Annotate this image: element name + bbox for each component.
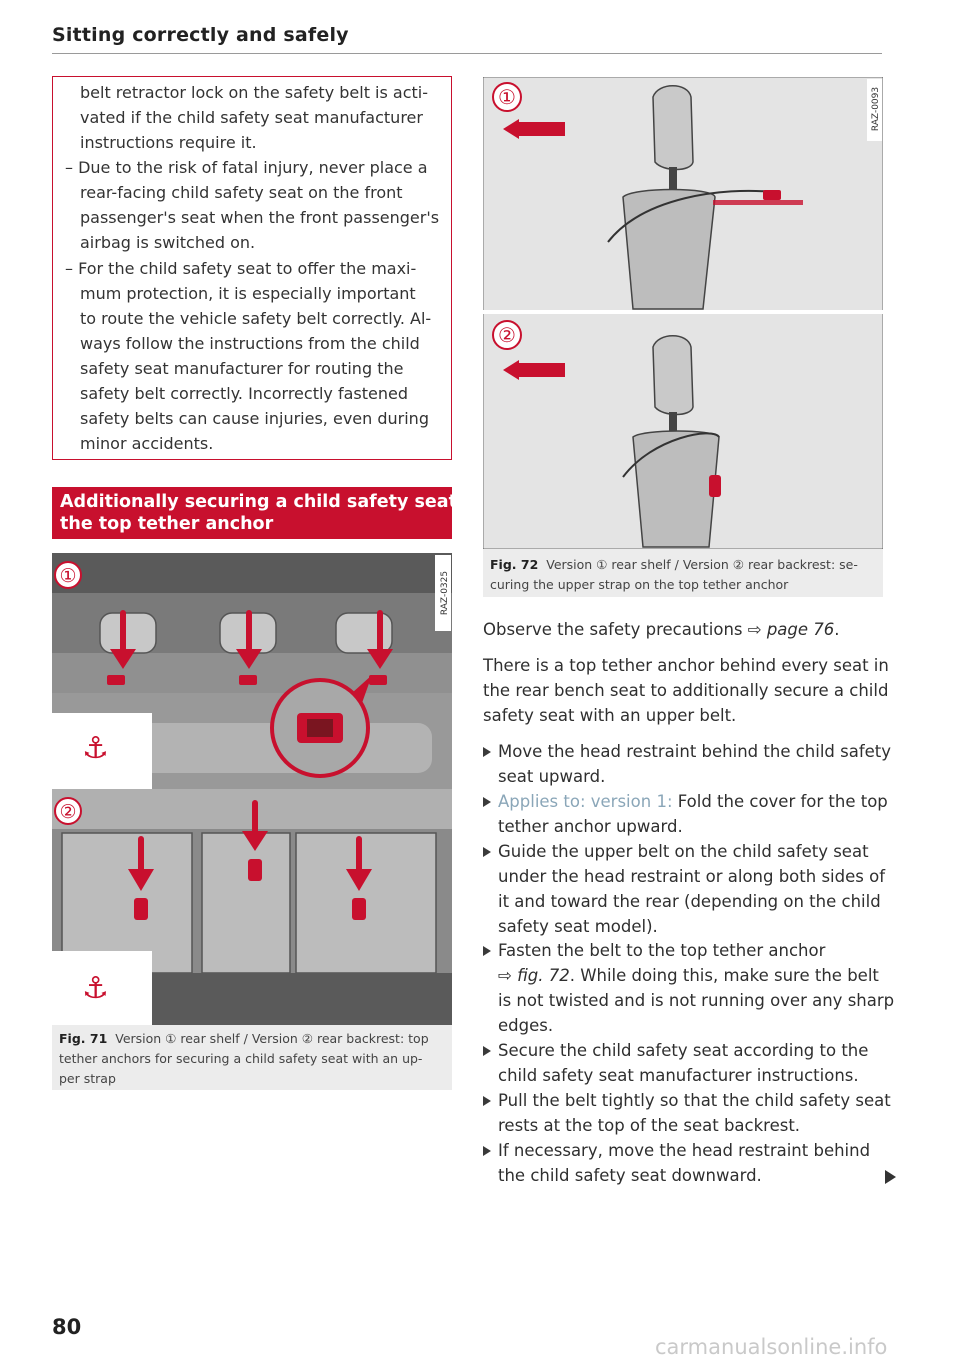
figure-71-caption bbox=[59, 1031, 429, 1046]
warning-line: safety belt correctly. Incorrectly fastened bbox=[80, 384, 408, 403]
step-line: tether anchor upward. bbox=[498, 817, 683, 836]
warning-line: rear-facing child safety seat on the front bbox=[80, 183, 403, 202]
observe-period: . bbox=[834, 620, 840, 639]
step-line bbox=[498, 792, 888, 811]
bullet-triangle-icon bbox=[483, 946, 491, 956]
figure-72-caption bbox=[490, 557, 858, 572]
paragraph-line: safety seat with an upper belt. bbox=[483, 706, 737, 725]
figure-71-caption-line1: Version ① rear shelf / Version ② rear backrest: top bbox=[115, 1031, 429, 1046]
figure-72-caption-line1: Version ① rear shelf / Version ② rear backrest: se- bbox=[546, 557, 858, 572]
warning-line: safety seat manufacturer for routing the bbox=[80, 359, 404, 378]
figure-71-caption-line2: tether anchors for securing a child safety seat with an up- bbox=[59, 1051, 423, 1066]
bullet-triangle-icon bbox=[483, 1146, 491, 1156]
figure-71-caption-label: Fig. 71 bbox=[59, 1031, 108, 1046]
next-page-arrow-icon[interactable] bbox=[885, 1170, 896, 1184]
warning-line: – For the child safety seat to offer the maxi- bbox=[65, 259, 417, 278]
paragraph-line: the rear bench seat to additionally secure a child bbox=[483, 681, 889, 700]
step-line: child safety seat manufacturer instructions. bbox=[498, 1066, 859, 1085]
warning-line: – Due to the risk of fatal injury, never place a bbox=[65, 158, 428, 177]
figure-71-caption-line3: per strap bbox=[59, 1071, 116, 1086]
warning-line: safety belts can cause injuries, even during bbox=[80, 409, 429, 428]
figure-71-label-1: ① bbox=[59, 565, 77, 587]
bullet-triangle-icon bbox=[483, 747, 491, 757]
warning-line: vated if the child safety seat manufacturer bbox=[80, 108, 423, 127]
bullet-triangle-icon bbox=[483, 797, 491, 807]
section-heading bbox=[52, 487, 484, 539]
warning-line: to route the vehicle safety belt correctly. Al- bbox=[80, 309, 432, 328]
figure-72-code: RAZ-0093 bbox=[871, 86, 881, 132]
step-line: Pull the belt tightly so that the child safety seat bbox=[498, 1091, 891, 1110]
observe-text: Observe the safety precautions bbox=[483, 620, 748, 639]
warning-line: passenger's seat when the front passenger's bbox=[80, 208, 440, 227]
step-line: seat upward. bbox=[498, 767, 606, 786]
svg-text:⚓: ⚓ bbox=[82, 971, 109, 1006]
figure-72-caption-label: Fig. 72 bbox=[490, 557, 539, 572]
figure-71-code: RAZ-0325 bbox=[440, 570, 450, 616]
step-line: safety seat model). bbox=[498, 917, 658, 936]
figure-72-caption-line2: curing the upper strap on the top tether anchor bbox=[490, 577, 789, 592]
watermark: carmanualsonline.info bbox=[655, 1335, 888, 1359]
observe-precautions bbox=[483, 620, 840, 639]
svg-text:⚓: ⚓ bbox=[82, 731, 109, 766]
warning-line: instructions require it. bbox=[80, 133, 257, 152]
step-line: it and toward the rear (depending on the child bbox=[498, 892, 881, 911]
step-line bbox=[498, 966, 879, 985]
step-text: Fold the cover for the top bbox=[677, 792, 888, 811]
warning-line: belt retractor lock on the safety belt is acti- bbox=[80, 83, 429, 102]
figure-71-illustration bbox=[52, 553, 452, 1025]
page-number: 80 bbox=[52, 1315, 82, 1339]
step-text: . While doing this, make sure the belt bbox=[569, 966, 879, 985]
warning-line: airbag is switched on. bbox=[80, 233, 256, 252]
figure-72-illustration bbox=[483, 77, 883, 549]
step-line: under the head restraint or along both sides of bbox=[498, 867, 886, 886]
page-76-link[interactable]: ⇨ page 76 bbox=[747, 620, 835, 639]
step-line: rests at the top of the seat backrest. bbox=[498, 1116, 801, 1135]
section-title-line1: Additionally securing a child safety seat to bbox=[60, 492, 484, 512]
warning-line: ways follow the instructions from the child bbox=[80, 334, 420, 353]
bullet-triangle-icon bbox=[483, 1046, 491, 1056]
figure-72-label-2: ② bbox=[498, 323, 516, 347]
page-header bbox=[52, 24, 882, 54]
header-title: Sitting correctly and safely bbox=[52, 24, 349, 46]
step-line: Guide the upper belt on the child safety seat bbox=[498, 842, 869, 861]
step-line: is not twisted and is not running over any sharp bbox=[498, 991, 895, 1010]
bullet-triangle-icon bbox=[483, 1096, 491, 1106]
warning-box bbox=[52, 76, 452, 460]
figure-72-label-1: ① bbox=[498, 85, 516, 109]
figure-71-label-2: ② bbox=[59, 801, 77, 823]
step-line: edges. bbox=[498, 1016, 554, 1035]
step-line: the child safety seat downward. bbox=[498, 1166, 762, 1185]
step-line: Secure the child safety seat according to the bbox=[498, 1041, 869, 1060]
warning-line: mum protection, it is especially important bbox=[80, 284, 416, 303]
step-line: Fasten the belt to the top tether anchor bbox=[498, 941, 826, 960]
bullet-triangle-icon bbox=[483, 847, 491, 857]
figure-72 bbox=[483, 77, 883, 597]
section-title-line2: the top tether anchor bbox=[60, 514, 274, 534]
paragraph-line: There is a top tether anchor behind every seat in bbox=[483, 656, 889, 675]
step-line: Move the head restraint behind the child safety bbox=[498, 742, 892, 761]
warning-line: minor accidents. bbox=[80, 434, 214, 453]
applies-to-label: Applies to: version 1: bbox=[498, 792, 678, 811]
fig-72-link[interactable]: ⇨ fig. 72 bbox=[498, 966, 570, 985]
step-line: If necessary, move the head restraint behind bbox=[498, 1141, 871, 1160]
figure-71 bbox=[52, 553, 452, 1090]
